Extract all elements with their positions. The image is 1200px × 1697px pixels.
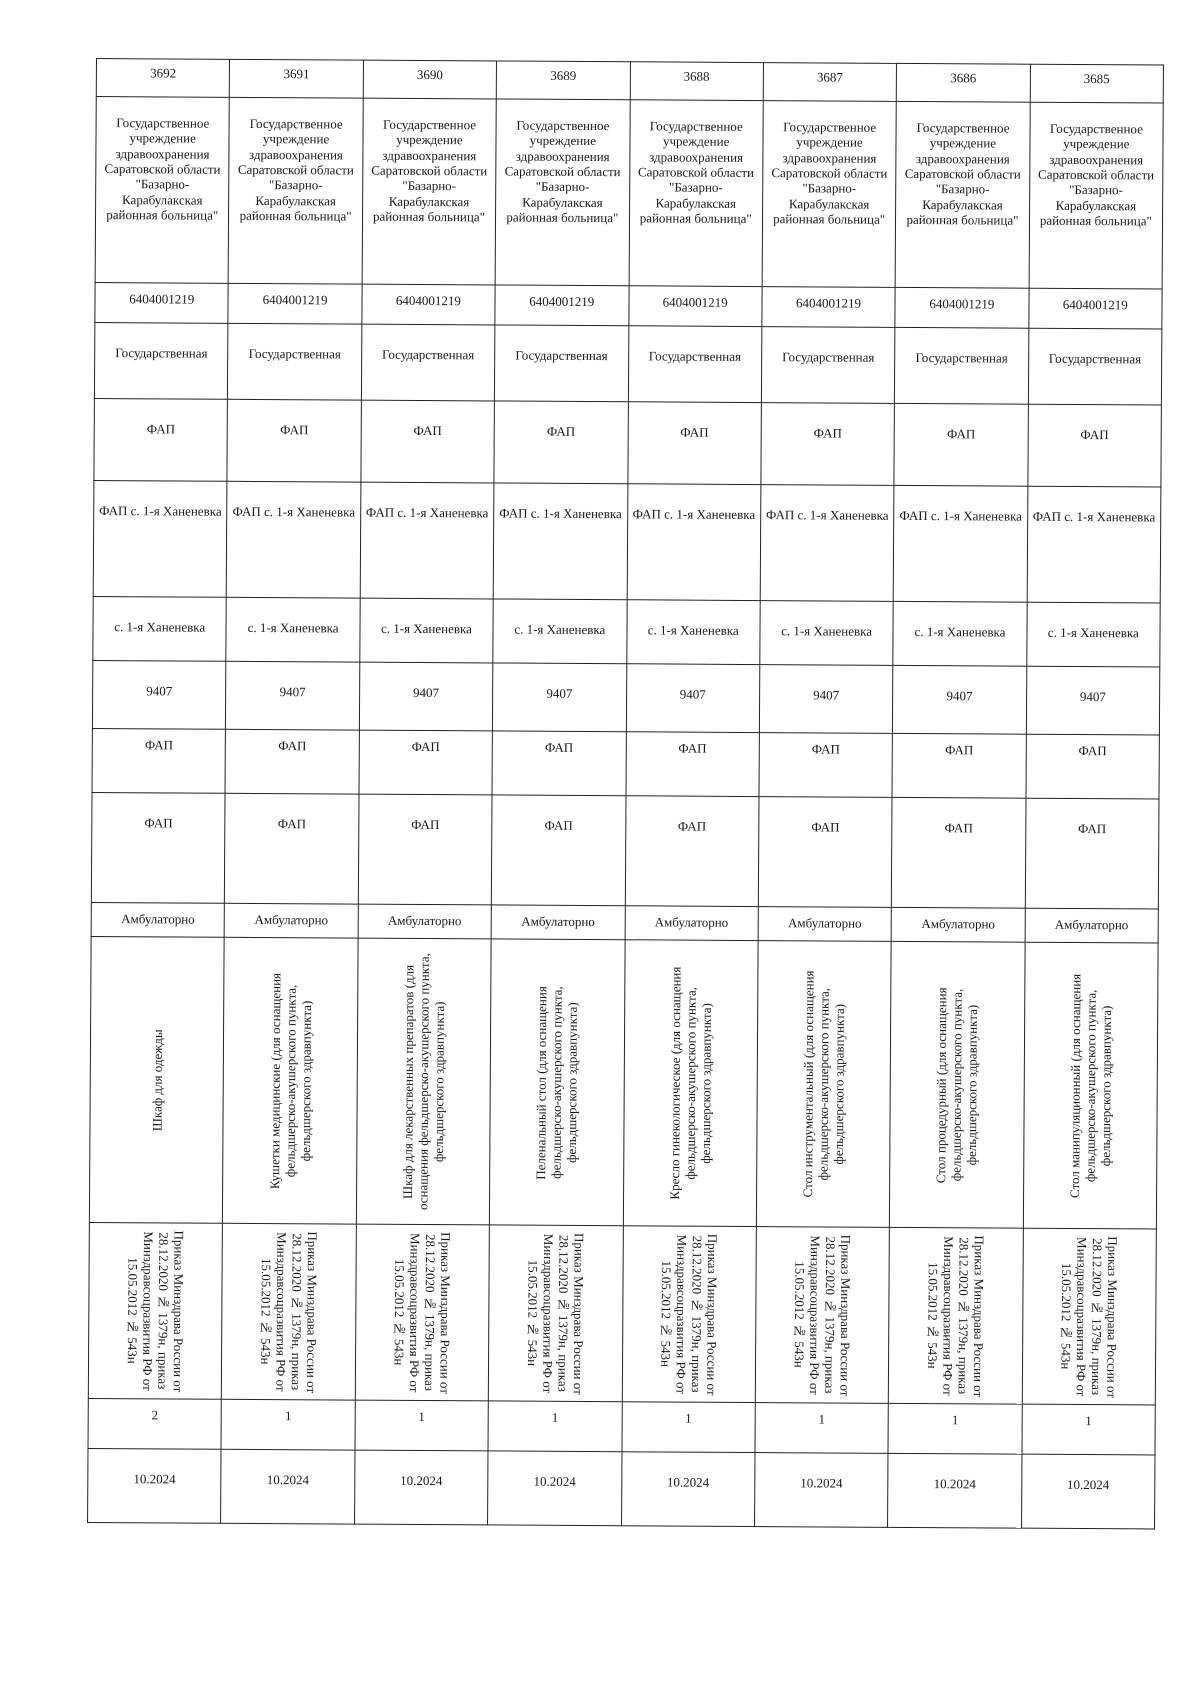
column-id: 3687 (816, 69, 844, 85)
ownership-form-cell (1028, 328, 1162, 405)
subdivision-kind-cell (892, 797, 1026, 908)
quantity-value-cell (88, 1398, 222, 1449)
column-id: 3685 (1083, 71, 1110, 87)
division-kind: ФАП (945, 742, 974, 758)
care-form: Амбулаторно (121, 911, 195, 927)
date-value: 10.2024 (666, 1474, 710, 1490)
quantity-value-cell (221, 1399, 355, 1450)
equipment-name-cell (356, 938, 491, 1225)
date-value-cell (888, 1453, 1022, 1528)
ownership-form: Государственная (1048, 350, 1142, 367)
facility-code-cell (1026, 666, 1160, 735)
organization-name: Государственное учреждение здравоохранения Саратовской области "Базарно-Карабулакская районная больница" (371, 116, 488, 225)
legal-basis: Приказ Минздрава России от 28.12.2020 № 1379н, приказ Минздравсоцразвития РФ от 15.05.2012 № 543н (258, 1230, 321, 1393)
facility-code: 9407 (1079, 689, 1106, 705)
locality-name: с. 1-я Ханеневка (514, 621, 606, 638)
facility-code: 9407 (546, 685, 573, 701)
legal-basis: Приказ Минздрава России от 28.12.2020 № 1379н, приказ Минздравсоцразвития РФ от 15.05.2012 № 543н (525, 1232, 587, 1395)
row-kind-2 (91, 792, 1159, 909)
ownership-form-cell (94, 322, 228, 399)
equipment-name: Шкаф для одежды (148, 1028, 165, 1131)
column-id: 3689 (550, 67, 577, 83)
inn-value: 6404001219 (529, 293, 595, 310)
date-value: 10.2024 (1066, 1476, 1110, 1493)
facility-type-cell (494, 401, 628, 484)
facility-type: ФАП (146, 421, 176, 437)
inn-value-cell (95, 282, 229, 323)
facility-type: ФАП (946, 426, 976, 442)
organization-name: Государственное учреждение здравоохранения Саратовской области "Базарно-Карабулакская районная больница" (104, 115, 221, 223)
equipment-name-cell (89, 936, 224, 1223)
organization-name: Государственное учреждение здравоохранения Саратовской области "Базарно-Карабулакская районная больница" (904, 120, 1021, 228)
quantity-value-cell (888, 1403, 1022, 1454)
ownership-form-cell (228, 323, 362, 400)
facility-name: ФАП с. 1-я Ханеневка (365, 504, 489, 521)
facility-name-cell (1027, 486, 1161, 603)
subdivision-kind: ФАП (1077, 821, 1107, 837)
division-kind-cell (225, 729, 359, 794)
column-id-cell (96, 59, 230, 98)
ownership-form: Государственная (782, 349, 875, 365)
date-value: 10.2024 (533, 1473, 576, 1489)
legal-basis-cell (755, 1227, 889, 1404)
inn-value: 6404001219 (929, 296, 995, 312)
care-form: Амбулаторно (254, 911, 329, 928)
ownership-form: Государственная (115, 345, 208, 361)
equipment-name-cell (1023, 942, 1158, 1229)
facility-code-cell (759, 665, 893, 734)
division-kind: ФАП (278, 738, 307, 754)
locality-name: с. 1-я Ханеневка (781, 623, 873, 639)
facility-code-cell (359, 662, 493, 731)
quantity-value: 1 (951, 1412, 959, 1428)
subdivision-kind-cell (758, 797, 892, 908)
facility-code: 9407 (146, 683, 173, 699)
subdivision-kind: ФАП (544, 817, 573, 833)
facility-code: 9407 (413, 684, 440, 701)
care-form-cell (491, 905, 625, 940)
inn-value-cell (628, 286, 762, 327)
column-id-cell (763, 63, 897, 102)
subdivision-kind: ФАП (144, 815, 173, 831)
facility-name: ФАП с. 1-я Ханеневка (632, 506, 756, 523)
subdivision-kind-cell (491, 795, 625, 906)
facility-name-cell (93, 480, 227, 597)
equipment-name-cell (223, 937, 358, 1224)
date-value-cell (354, 1450, 488, 1525)
date-value: 10.2024 (266, 1472, 310, 1488)
care-form-cell (358, 904, 492, 939)
organization-name-cell (362, 98, 497, 285)
equipment-name: Стол инструментальный (для оснащения фельдшерско-акушерского пункта, фельдшерского здравпункта) (800, 970, 847, 1198)
facility-type-cell (761, 403, 895, 486)
locality-name-cell (226, 597, 360, 662)
row-quantity (88, 1398, 1155, 1455)
row-equipment (89, 936, 1158, 1229)
row-ownership (94, 322, 1161, 405)
organization-name-cell (629, 100, 764, 287)
legal-basis-cell (88, 1222, 222, 1399)
date-value: 10.2024 (400, 1472, 443, 1489)
quantity-value: 1 (418, 1408, 425, 1425)
equipment-name-cell (490, 939, 625, 1226)
care-form-cell (1025, 908, 1159, 943)
quantity-value-cell (755, 1403, 889, 1454)
care-form-cell (225, 903, 359, 938)
facility-type: ФАП (1080, 427, 1109, 443)
division-kind: ФАП (544, 739, 574, 755)
locality-name-cell (893, 601, 1027, 666)
quantity-value-cell (1022, 1404, 1156, 1455)
quantity-value: 1 (818, 1411, 826, 1427)
row-organization (95, 97, 1163, 290)
column-id-cell (496, 61, 630, 100)
facility-name-cell (627, 484, 761, 601)
quantity-value: 1 (1085, 1413, 1092, 1429)
facility-code-cell (226, 661, 360, 730)
legal-basis: Приказ Минздрава России от 28.12.2020 № 1379н, приказ Минздравсоцразвития РФ от 15.05.2012 № 543н (791, 1234, 854, 1397)
care-form-cell (91, 902, 225, 937)
legal-basis-cell (622, 1226, 756, 1403)
row-code (92, 660, 1159, 735)
column-id-cell (1030, 64, 1164, 103)
subdivision-kind-cell (1025, 798, 1159, 909)
care-form-cell (891, 907, 1025, 942)
facility-code-cell (92, 660, 226, 729)
ownership-form-cell (761, 327, 895, 404)
legal-basis: Приказ Минздрава России от 28.12.2020 № 1379н, приказ Минздравсоцразвития РФ от 15.05.2012 № 543н (658, 1233, 721, 1396)
equipment-name: Стол манипуляционный (для оснащения фельдшерско-акушерского пункта, фельдшерского здравпункта) (1066, 973, 1114, 1198)
inn-value-cell (762, 287, 896, 328)
ownership-form-cell (628, 326, 762, 403)
row-locality (93, 596, 1160, 667)
facility-code: 9407 (946, 688, 973, 704)
ownership-form: Государственная (648, 348, 742, 364)
document-sheet (86, 58, 1164, 1659)
facility-code: 9407 (679, 686, 706, 702)
row-facility-type (94, 398, 1161, 487)
care-form: Амбулаторно (921, 916, 995, 932)
locality-name-cell (760, 601, 894, 666)
legal-basis: Приказ Минздрава России от 28.12.2020 № 1379н, приказ Минздравсоцразвития РФ от 15.05.2012 № 543н (1058, 1235, 1121, 1398)
equipment-name-cell (623, 940, 758, 1227)
date-value-cell (221, 1449, 355, 1524)
inn-value: 6404001219 (1062, 296, 1128, 313)
inn-value: 6404001219 (129, 291, 195, 307)
facility-name-cell (493, 483, 627, 600)
ownership-form-cell (895, 327, 1029, 404)
legal-basis-cell (889, 1227, 1023, 1404)
division-kind: ФАП (811, 741, 841, 757)
care-form: Амбулаторно (787, 915, 862, 931)
organization-name: Государственное учреждение здравоохранения Саратовской области "Базарно-Карабулакская районная больница" (637, 118, 755, 226)
inn-value: 6404001219 (796, 295, 862, 311)
ownership-form-cell (495, 325, 629, 402)
subdivision-kind-cell (625, 796, 759, 907)
facility-name-cell (893, 485, 1027, 602)
facility-type-cell (894, 403, 1028, 486)
legal-basis-cell (222, 1223, 356, 1400)
subdivision-kind-cell (91, 792, 225, 903)
row-inn (95, 282, 1162, 329)
division-kind-cell (492, 731, 626, 796)
quantity-value-cell (621, 1402, 755, 1453)
facility-type: ФАП (546, 423, 576, 439)
inn-value-cell (495, 285, 629, 326)
division-kind-cell (626, 732, 760, 797)
division-kind: ФАП (1078, 743, 1107, 759)
inn-value: 6404001219 (662, 294, 728, 310)
organization-name-cell (495, 99, 630, 286)
column-id-cell (896, 63, 1030, 102)
locality-name: с. 1-я Ханеневка (1047, 624, 1139, 641)
row-kind-1 (92, 728, 1159, 799)
facility-name: ФАП с. 1-я Ханеневка (1032, 508, 1156, 525)
equipment-name-cell (890, 941, 1025, 1228)
organization-name-cell (229, 97, 364, 284)
division-kind: ФАП (144, 737, 174, 753)
equipment-name: Кресло гинекологическое (для оснащения фельдшерско-акушерского пункта, фельдшерского здравпункта) (666, 966, 714, 1200)
facility-name: ФАП с. 1-я Ханеневка (499, 505, 622, 522)
inn-value: 6404001219 (395, 292, 462, 309)
legal-basis: Приказ Минздрава России от 28.12.2020 № 1379н, приказ Минздравсоцразвития РФ от 15.05.2012 № 543н (391, 1231, 454, 1394)
subdivision-kind-cell (225, 793, 359, 904)
inn-value-cell (895, 287, 1029, 328)
facility-code-cell (893, 665, 1027, 734)
legal-basis-cell (355, 1224, 489, 1401)
organization-name-cell (895, 101, 1030, 288)
facility-name-cell (360, 482, 494, 599)
equipment-name-cell (756, 941, 891, 1228)
facility-type-cell (227, 399, 361, 482)
legal-basis-cell (488, 1225, 622, 1402)
column-id-cell (230, 59, 364, 98)
inn-value-cell (362, 284, 496, 325)
facility-type: ФАП (813, 425, 842, 441)
row-date (88, 1448, 1155, 1529)
ownership-form: Государственная (248, 345, 341, 362)
equipment-name: Кушетки медицинские (для оснащения фельдшерско-акушерского пункта, фельдшерского здравпункта) (266, 972, 314, 1189)
inn-value-cell (1028, 288, 1162, 329)
locality-name: с. 1-я Ханеневка (114, 619, 206, 635)
organization-name-cell (1029, 102, 1164, 289)
facility-type: ФАП (680, 424, 709, 440)
ownership-form: Государственная (515, 347, 608, 364)
subdivision-kind: ФАП (677, 818, 707, 834)
division-kind: ФАП (411, 738, 440, 755)
subdivision-kind: ФАП (944, 820, 973, 836)
locality-name-cell (360, 598, 494, 663)
facility-name-cell (227, 481, 361, 598)
facility-type-cell (94, 398, 228, 481)
organization-name: Государственное учреждение здравоохранения Саратовской области "Базарно-Карабулакская районная больница" (504, 117, 621, 226)
equipment-name: Пеленальный стол (для оснащения фельдшерско-акушерского пункта, фельдшерского здравпункта) (533, 985, 581, 1180)
organization-name: Государственное учреждение здравоохранения Саратовской области "Базарно-Карабулакская районная больница" (1038, 120, 1155, 229)
column-id-cell (363, 60, 497, 99)
organization-name-cell (762, 101, 897, 288)
division-kind-cell (1026, 734, 1160, 799)
date-value-cell (621, 1452, 755, 1527)
division-kind: ФАП (678, 740, 707, 756)
organization-name: Государственное учреждение здравоохранения Саратовской области "Базарно-Карабулакская районная больница" (237, 115, 354, 224)
facility-name: ФАП с. 1-я Ханеневка (766, 507, 889, 523)
organization-name-cell (95, 97, 230, 284)
date-value-cell (1021, 1454, 1155, 1529)
division-kind-cell (759, 733, 893, 798)
date-value: 10.2024 (933, 1476, 976, 1492)
facility-type-cell (361, 400, 495, 483)
date-value: 10.2024 (800, 1475, 843, 1491)
locality-name-cell (93, 596, 227, 661)
quantity-value: 1 (685, 1410, 692, 1426)
facility-code: 9407 (279, 684, 306, 700)
quantity-value: 1 (284, 1408, 292, 1424)
care-form: Амбулаторно (521, 913, 595, 930)
locality-name: с. 1-я Ханеневка (914, 624, 1006, 640)
organization-name: Государственное учреждение здравоохранения Саратовской области "Базарно-Карабулакская районная больница" (771, 119, 888, 227)
facility-type-cell (1028, 404, 1162, 487)
care-form-cell (758, 907, 892, 942)
row-facility-name (93, 480, 1161, 603)
subdivision-kind-cell (358, 794, 492, 905)
inn-value-cell (228, 283, 362, 324)
locality-name: с. 1-я Ханеневка (380, 620, 472, 637)
date-value-cell (488, 1451, 622, 1526)
locality-name: с. 1-я Ханеневка (647, 622, 739, 638)
column-id: 3688 (683, 68, 710, 84)
facility-name: ФАП с. 1-я Ханеневка (232, 503, 356, 520)
locality-name-cell (1026, 602, 1160, 667)
legal-basis: Приказ Минздрава России от 28.12.2020 № 1379н, приказ Минздравсоцразвития РФ от 15.05.2012 № 543н (124, 1230, 187, 1392)
date-value: 10.2024 (133, 1471, 176, 1487)
column-id: 3692 (150, 65, 177, 81)
equipment-name: Шкаф для лекарственных препаратов (для оснащения фельдшерско-акушерского пункта, фельдшерского здравпункта) (399, 953, 447, 1210)
legal-basis-cell (1022, 1228, 1156, 1405)
facility-name-cell (760, 485, 894, 602)
quantity-value: 2 (151, 1407, 159, 1423)
date-value-cell (754, 1453, 888, 1528)
row-basis (88, 1222, 1156, 1405)
column-id: 3690 (416, 66, 443, 83)
column-id-cell (630, 62, 764, 101)
ownership-form: Государственная (915, 350, 1008, 366)
ownership-form: Государственная (381, 346, 475, 363)
division-kind-cell (892, 733, 1026, 798)
quantity-value-cell (355, 1400, 489, 1451)
legal-basis: Приказ Минздрава России от 28.12.2020 № 1379н, приказ Минздравсоцразвития РФ от 15.05.2012 № 543н (925, 1234, 987, 1397)
locality-name-cell (626, 600, 760, 665)
care-form: Амбулаторно (1054, 916, 1129, 933)
facility-name: ФАП с. 1-я Ханеневка (99, 503, 222, 519)
facility-type: ФАП (413, 422, 442, 439)
subdivision-kind: ФАП (277, 816, 307, 832)
quantity-value: 1 (551, 1409, 559, 1425)
inn-value: 6404001219 (262, 292, 328, 308)
quantity-value-cell (488, 1401, 622, 1452)
locality-name-cell (493, 599, 627, 664)
facility-code-cell (493, 663, 627, 732)
division-kind-cell (92, 728, 226, 793)
facility-type: ФАП (280, 422, 309, 438)
facility-code-cell (626, 664, 760, 733)
subdivision-kind: ФАП (811, 819, 840, 835)
facility-name: ФАП с. 1-я Ханеневка (899, 507, 1022, 524)
equipment-table (87, 58, 1164, 1529)
ownership-form-cell (361, 324, 495, 401)
row-id (96, 59, 1163, 104)
date-value-cell (88, 1448, 222, 1523)
division-kind-cell (359, 730, 493, 795)
care-form: Амбулаторно (654, 914, 729, 930)
column-id: 3691 (283, 66, 310, 82)
column-id: 3686 (950, 70, 977, 86)
facility-code: 9407 (813, 687, 840, 703)
care-form-cell (625, 906, 759, 941)
equipment-name: Стол процедурный (для оснащения фельдшерско-акушерского пункта, фельдшерского здравпункта) (933, 986, 981, 1183)
locality-name: с. 1-я Ханеневка (247, 619, 339, 636)
facility-type-cell (627, 402, 761, 485)
care-form: Амбулаторно (387, 912, 462, 929)
subdivision-kind: ФАП (411, 816, 440, 833)
